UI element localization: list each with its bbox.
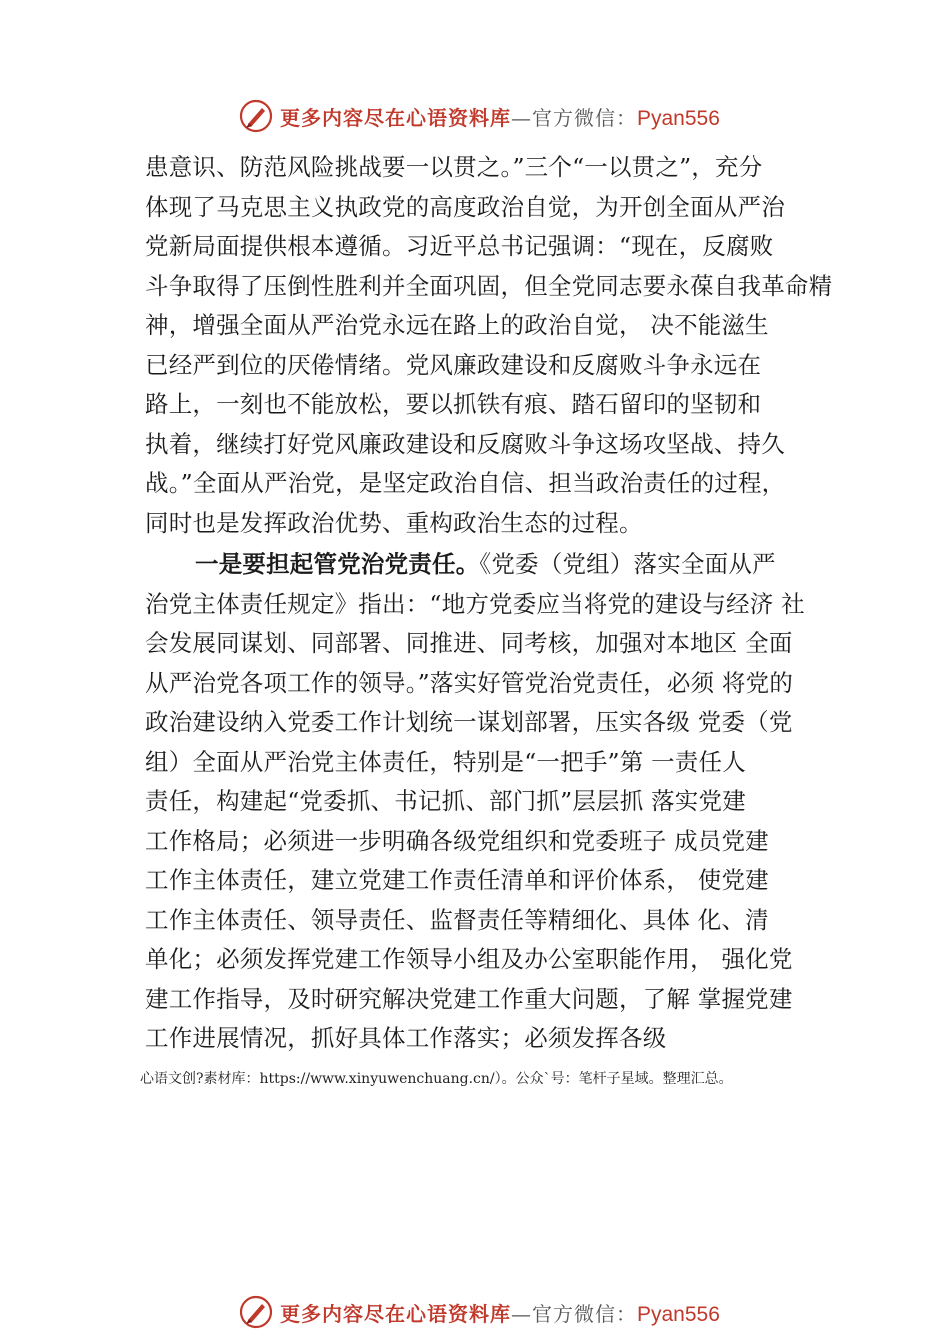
pen-quill-icon xyxy=(238,98,274,134)
footer-watermark xyxy=(238,1292,758,1332)
text-line: 单化；必须发挥党建工作领导小组及办公室职能作用， 强化党 xyxy=(145,945,793,973)
text-line: 神，增强全面从严治党永远在路上的政治自觉， 决不能滋生 xyxy=(145,311,769,339)
wechat-label: 官方微信： xyxy=(532,1301,637,1326)
text-line: 患意识、防范风险挑战要一以贯之。”三个“一以贯之”，充分 xyxy=(145,153,763,181)
text-line: 工作主体责任、领导责任、监督责任等精细化、具体 化、清 xyxy=(145,905,769,934)
wechat-id: Pyan556 xyxy=(637,106,720,130)
header-title xyxy=(280,102,720,131)
text-line: 斗争取得了压倒性胜利并全面巩固，但全党同志要永葆自我革命精 xyxy=(145,271,833,300)
text-line: 组）全面从严治党主体责任，特别是“一把手”第 一责任人 xyxy=(145,747,746,776)
wechat-id: Pyan556 xyxy=(637,1302,720,1326)
paragraph-first-rest: 《党委（党组）落实全面从严 xyxy=(479,550,776,578)
text-line: 政治建设纳入党委工作计划统一谋划部署，压实各级 党委（党 xyxy=(145,708,793,736)
text-line: 同时也是发挥政治优势、重构政治生态的过程。 xyxy=(145,508,643,537)
paragraph-2-first-line xyxy=(145,545,825,585)
text-line: 会发展同谋划、同部署、同推进、同考核，加强对本地区 全面 xyxy=(145,629,793,657)
pen-quill-icon xyxy=(238,1294,274,1330)
header-separator: — xyxy=(511,105,532,130)
text-line: 执着，继续打好党风廉政建设和反腐败斗争这场攻坚战、持久 xyxy=(145,429,785,458)
text-line: 战。”全面从严治党，是坚定政治自信、担当政治责任的过程， xyxy=(145,469,786,497)
footer-title xyxy=(280,1298,720,1327)
text-line: 体现了马克思主义执政党的高度政治自觉，为开创全面从严治 xyxy=(145,192,785,221)
brand-name: 更多内容尽在心语资料库 xyxy=(280,105,511,130)
header-watermark xyxy=(238,96,758,136)
text-line: 党新局面提供根本遵循。习近平总书记强调：“现在，反腐败 xyxy=(145,232,774,260)
text-line: 工作进展情况，抓好具体工作落实；必须发挥各级 xyxy=(145,1024,667,1052)
text-line: 已经严到位的厌倦情绪。党风廉政建设和反腐败斗争永远在 xyxy=(145,350,762,379)
source-note: 心语文创?素材库：https://www.xinyuwenchuang.cn/）。公众`号：笔杆子星域。整理汇总。 xyxy=(140,1071,733,1087)
wechat-label: 官方微信： xyxy=(532,105,637,130)
brand-name: 更多内容尽在心语资料库 xyxy=(280,1301,511,1326)
header-separator: — xyxy=(511,1301,532,1326)
text-line: 从严治党各项工作的领导。”落实好管党治党责任，必须 将党的 xyxy=(145,668,794,697)
text-line: 工作格局；必须进一步明确各级党组织和党委班子 成员党建 xyxy=(145,826,769,855)
text-line: 路上，一刻也不能放松，要以抓铁有痕、踏石留印的坚韧和 xyxy=(145,390,762,418)
text-line: 治党主体责任规定》指出：“地方党委应当将党的建设与经济 社 xyxy=(145,589,805,618)
text-line: 责任，构建起“党委抓、书记抓、部门抓”层层抓 落实党建 xyxy=(145,787,746,815)
paragraph-heading: 一是要担起管党治党责任。 xyxy=(195,550,480,578)
text-line: 建工作指导，及时研究解决党建工作重大问题，了解 掌握党建 xyxy=(145,984,793,1013)
document-body xyxy=(145,148,833,1059)
text-line: 工作主体责任，建立党建工作责任清单和评价体系， 使党建 xyxy=(145,866,769,894)
